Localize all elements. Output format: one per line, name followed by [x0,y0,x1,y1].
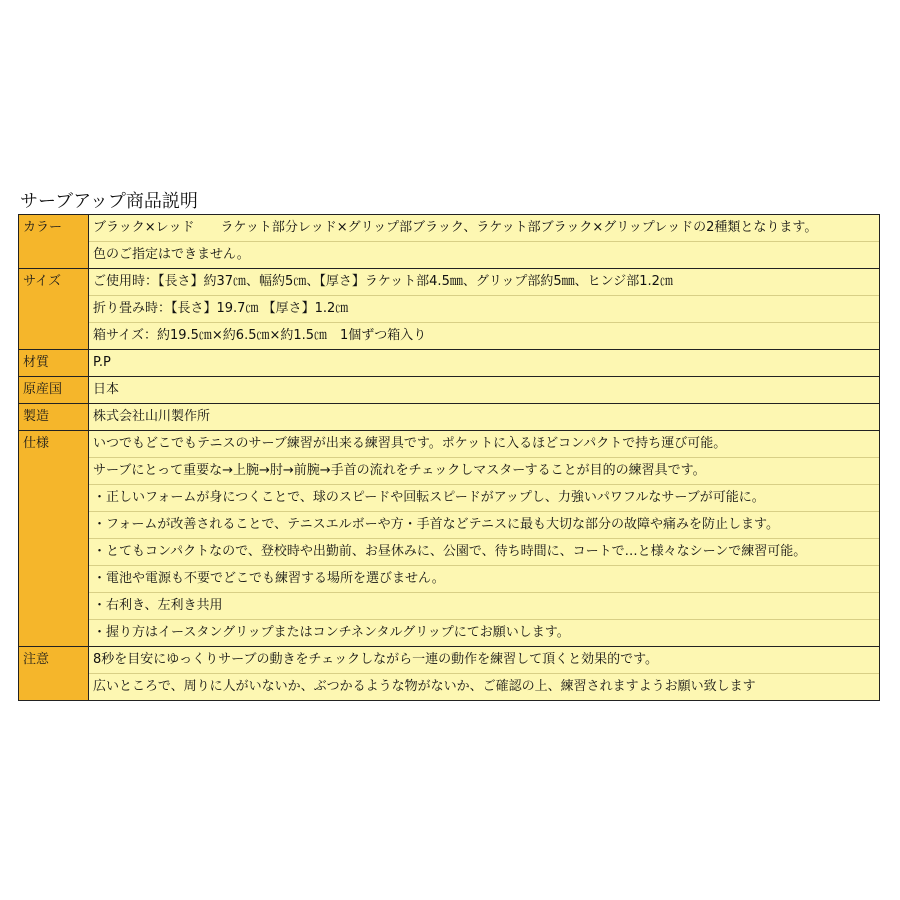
row-label: 注意 [19,647,89,701]
value-line: 色のご指定はできません。 [89,241,879,268]
value-line: サーブにとって重要な→上腕→肘→前腕→手首の流れをチェックしマスターすることが目的の練習具です。 [89,457,879,484]
row-label: 原産国 [19,377,89,404]
row-value [89,215,880,269]
value-line: ブラック×レッド ラケット部分レッド×グリップ部ブラック、ラケット部ブラック×グリップレッドの2種類となります。 [93,220,818,235]
row-label: 製造 [19,404,89,431]
value-line: ・右利き、左利き共用 [89,592,879,619]
value-line: ・フォームが改善されることで、テニスエルボーや方・手首などテニスに最も大切な部分の故障や痛みを防止します。 [89,511,879,538]
row-manufacturer [19,404,880,431]
row-value [89,350,880,377]
row-value [89,431,880,647]
row-color [19,215,880,269]
value-line: 広いところで、周りに人がいないか、ぶつかるような物がないか、ご確認の上、練習されますようお願い致します [89,673,879,700]
row-value [89,404,880,431]
row-size [19,269,880,350]
row-label: 材質 [19,350,89,377]
row-specification [19,431,880,647]
row-origin [19,377,880,404]
row-label: 仕様 [19,431,89,647]
document-title: サーブアップ商品説明 [20,191,198,212]
row-value [89,647,880,701]
value-line: ・握り方はイースタングリップまたはコンチネンタルグリップにてお願いします。 [89,619,879,646]
value-line: いつでもどこでもテニスのサーブ練習が出来る練習具です。ポケットに入るほどコンパクトで持ち運び可能。 [93,436,727,451]
row-value [89,269,880,350]
spec-table [18,214,880,701]
value-line: 株式会社山川製作所 [93,409,211,424]
value-line: ご使用時：【長さ】約37㎝、幅約5㎝、【厚さ】ラケット部4.5㎜、グリップ部約5㎜、ヒンジ部1.2㎝ [93,274,673,289]
value-line: 8秒を目安にゆっくりサーブの動きをチェックしながら一連の動作を練習して頂くと効果的です。 [93,652,659,667]
value-line: 折り畳み時：【長さ】19.7㎝ 【厚さ】1.2㎝ [89,295,879,322]
row-label: サイズ [19,269,89,350]
value-line: 箱サイズ：約19.5㎝×約6.5㎝×約1.5㎝ 1個ずつ箱入り [89,322,879,349]
row-label: カラー [19,215,89,269]
row-caution [19,647,880,701]
value-line: ・電池や電源も不要でどこでも練習する場所を選びません。 [89,565,879,592]
value-line: ・とてもコンパクトなので、登校時や出勤前、お昼休みに、公園で、待ち時間に、コートで…と様々なシーンで練習可能。 [89,538,879,565]
value-line: 日本 [93,382,120,397]
value-line: P.P [93,355,111,370]
row-value [89,377,880,404]
value-line: ・正しいフォームが身につくことで、球のスピードや回転スピードがアップし、力強いパワフルなサーブが可能に。 [89,484,879,511]
row-material [19,350,880,377]
